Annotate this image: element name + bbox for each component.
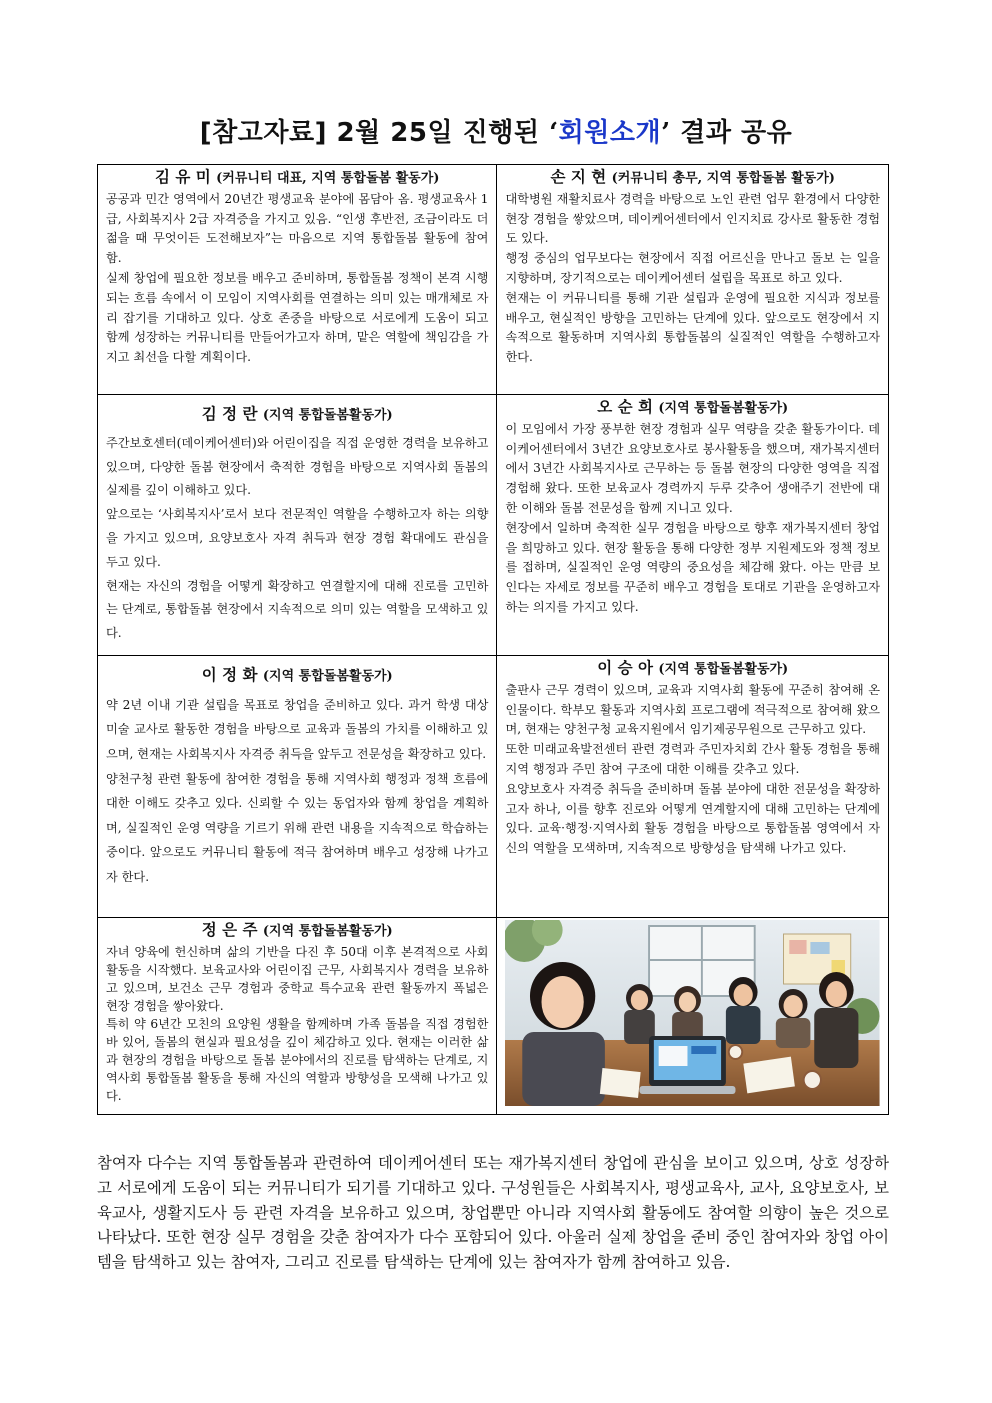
- member-paragraph: 또한 미래교육발전센터 관련 경력과 주민자치회 간사 활동 경험을 통해 지역 행정과 주민 참여 구조에 대한 이해를 갖추고 있다.: [505, 742, 880, 776]
- table-row: [98, 395, 889, 656]
- member-table: [97, 164, 889, 1115]
- member-paragraph: 대학병원 재활치료사 경력을 바탕으로 노인 관련 업무 환경에서 다양한 현장 경험을 쌓았으며, 데이케어센터에서 인지치료 강사로 활동한 경험도 있다.: [505, 191, 880, 246]
- member-name-heading: [106, 405, 488, 426]
- member-name: 손 지 현: [550, 168, 607, 186]
- member-name-heading: [106, 921, 488, 942]
- member-paragraph: 요양보호사 자격증 취득을 준비하며 돌봄 분야에 대한 전문성을 확장하고자 하나, 이를 향후 진로와 어떻게 연계할지에 대해 고민하는 단계에 있다. 교육·행정·지역사회 활동 경험을 바탕으로 통합돌봄 영역에서 자신의 역할을 모색하며, 지속적으로 방향성을 탐색해 나가고 있다.: [505, 781, 880, 856]
- member-name: 김 유 미: [155, 168, 211, 186]
- group-meeting-illustration-icon: [505, 920, 880, 1106]
- member-paragraph: 특히 약 6년간 모친의 요양원 생활을 함께하며 가족 돌봄을 직접 경험한 바 있어, 돌봄의 현실과 필요성을 깊이 체감하고 있다. 현재는 이러한 삶과 현장의 경험을 바탕으로 돌봄 분야에서의 진로를 탐색하는 단계로, 지역사회 통합돌봄 활동을 통해 자신의 역할과 방향성을 모색해 나가고 있다.: [106, 1016, 489, 1103]
- member-paragraph: 앞으로는 ‘사회복지사’로서 보다 전문적인 역할을 수행하고자 하는 의향을 가지고 있으며, 요양보호사 자격 취득과 현장 경험 확대에도 관심을 두고 있다.: [106, 507, 489, 569]
- member-cell: [98, 165, 497, 395]
- member-role: (지역 통합돌봄활동가): [262, 408, 393, 423]
- title-close-quote: ’: [661, 118, 671, 148]
- member-role: (커뮤니티 대표, 지역 통합돌봄 활동가): [216, 171, 440, 186]
- summary-paragraph: 참여자 다수는 지역 통합돌봄과 관련하여 데이케어센터 또는 재가복지센터 창업에 관심을 보이고 있으며, 상호 성장하고 서로에게 도움이 되는 커뮤니티가 되기를 기대하고 있다. 구성원들은 사회복지사, 평생교육사, 교사, 요양보호사, 보육교사, 생활지도사 등 관련 자격을 보유하고 있으며, 창업뿐만 아니라 지역사회 활동에도 참여할 의향이 높은 것으로 나타났다. 또한 현장 실무 경험을 갖춘 참여자가 다수 포함되어 있다. 아울러 실제 창업을 준비 중인 참여자와 창업 아이템을 탐색하고 있는 참여자, 그리고 진로를 탐색하는 단계에 있는 참여자가 함께 참여하고 있음.: [97, 1154, 889, 1271]
- title-highlight: 회원소개: [558, 118, 662, 148]
- member-paragraph: 행정 중심의 업무보다는 현장에서 직접 어르신을 만나고 돌보 는 일을 지향하며, 장기적으로는 데이케어센터 설립을 목표로 하고 있다.: [505, 251, 880, 285]
- member-paragraph: 현장에서 일하며 축적한 실무 경험을 바탕으로 향후 재가복지센터 창업을 희망하고 있다. 현장 활동을 통해 다양한 정부 지원제도와 정책 정보를 접하며, 실질적인 운영 역량의 중요성을 체감해 왔다. 아는 만큼 보인다는 자세로 정보를 꾸준히 배우고 경험을 토대로 기관을 운영하고자 하는 의지를 가지고 있다.: [505, 520, 880, 614]
- member-paragraph: 현재는 이 커뮤니티를 통해 기관 설립과 운영에 필요한 지식과 정보를 배우고, 현실적인 방향을 고민하는 단계에 있다. 앞으로도 현장에서 지속적으로 활동하며 지역사회 통합돌봄의 실질적인 역할을 수행하고자 한다.: [505, 290, 880, 365]
- member-cell: [497, 395, 889, 656]
- member-name: 이 정 화: [201, 666, 258, 684]
- member-paragraph: 현재는 자신의 경험을 어떻게 확장하고 연결할지에 대해 진로를 고민하는 단계로, 통합돌봄 현장에서 지속적으로 의미 있는 역할을 모색하고 있다.: [106, 578, 489, 641]
- member-name-heading: [106, 168, 488, 189]
- member-cell: [497, 165, 889, 395]
- image-cell: [497, 918, 889, 1115]
- member-paragraph: 이 모임에서 가장 풍부한 현장 경험과 실무 역량을 갖춘 활동가이다. 데이케어센터에서 3년간 요양보호사로 봉사활동을 했으며, 재가복지센터에서 3년간 사회복지사로 근무하는 등 돌봄 현장의 다양한 영역을 직접 경험해 왔다. 또한 보육교사 경력까지 두루 갖추어 생애주기 전반에 대한 이해와 돌봄 전문성을 함께 지니고 있다.: [505, 421, 880, 515]
- member-paragraph: 약 2년 이내 기관 설립을 목표로 창업을 준비하고 있다. 과거 학생 대상 미술 교사로 활동한 경험을 바탕으로 교육과 돌봄의 가치를 이해하고 있으며, 현재는 사회복지사 자격증 취득을 앞두고 전문성을 확장하고 있다.: [106, 697, 489, 761]
- member-paragraph: 출판사 근무 경력이 있으며, 교육과 지역사회 활동에 꾸준히 참여해 온 인물이다. 학부모 활동과 지역사회 프로그램에 적극적으로 참여해 왔으며, 현재는 양천구청 교육지원에서 임기제공무원으로 근무하고 있다.: [505, 682, 880, 737]
- member-cell: [497, 656, 889, 918]
- table-row: [98, 656, 889, 918]
- title-suffix: 결과 공유: [670, 118, 793, 148]
- member-paragraph: 주간보호센터(데이케어센터)와 어린이집을 직접 운영한 경력을 보유하고 있으며, 다양한 돌봄 현장에서 축적한 경험을 바탕으로 지역사회 돌봄의 실제를 깊이 이해하고 있다.: [106, 435, 489, 498]
- member-cell: [98, 918, 497, 1115]
- member-paragraph: 실제 창업에 필요한 정보를 배우고 준비하며, 통합돌봄 정책이 본격 시행되는 흐름 속에서 이 모임이 지역사회를 연결하는 의미 있는 매개체로 자리 잡기를 기대하고 있다. 상호 존중을 바탕으로 서로에게 도움이 되고 함께 성장하는 커뮤니티를 만들어가고자 하며, 맡은 역할에 책임감을 가지고 최선을 다할 계획이다.: [106, 270, 489, 365]
- table-row: [98, 165, 889, 395]
- member-role: (지역 통합돌봄활동가): [262, 924, 393, 939]
- member-paragraph: 자녀 양육에 헌신하며 삶의 기반을 다진 후 50대 이후 본격적으로 사회활동을 시작했다. 보육교사와 어린이집 근무, 사회복지사 경력을 보유하고 있으며, 보건소 근무 경험과 중학교 특수교육 관련 활동까지 폭넓은 현장 경험을 쌓아왔다.: [106, 944, 489, 1013]
- member-name-heading: [505, 168, 880, 189]
- title-open-quote: ‘: [549, 118, 559, 148]
- member-role: (지역 통합돌봄활동가): [658, 401, 789, 416]
- member-cell: [98, 395, 497, 656]
- member-paragraph: 공공과 민간 영역에서 20년간 평생교육 분야에 몸담아 옴. 평생교육사 1급, 사회복지사 2급 자격증을 가지고 있음. “인생 후반전, 조금이라도 더 젊을 때 무엇이든 도전해보자”는 마음으로 지역 통합돌봄 활동에 참여함.: [106, 191, 489, 266]
- member-name-heading: [505, 398, 880, 419]
- table-row: [98, 918, 889, 1115]
- member-name-heading: [106, 666, 488, 687]
- member-name: 김 정 란: [201, 405, 258, 423]
- page-title: [0, 112, 992, 149]
- member-cell: [98, 656, 497, 918]
- member-name-heading: [505, 659, 880, 680]
- member-name: 오 순 희: [597, 398, 653, 416]
- member-name: 이 승 아: [597, 659, 653, 677]
- member-name: 정 은 주: [201, 921, 258, 939]
- member-role: (지역 통합돌봄활동가): [262, 669, 393, 684]
- member-role: (커뮤니티 총무, 지역 통합돌봄 활동가): [611, 171, 835, 186]
- member-paragraph: 양천구청 관련 활동에 참여한 경험을 통해 지역사회 행정과 정책 흐름에 대한 이해도 갖추고 있다. 신뢰할 수 있는 동업자와 함께 창업을 계획하며, 실질적인 운영 역량을 기르기 위해 관련 내용을 지속적으로 학습하는 중이다. 앞으로도 커뮤니티 활동에 적극 참여하며 배우고 성장해 나가고자 한다.: [106, 771, 489, 884]
- title-prefix: [참고자료] 2월 25일 진행된: [199, 118, 550, 148]
- member-role: (지역 통합돌봄활동가): [658, 662, 789, 677]
